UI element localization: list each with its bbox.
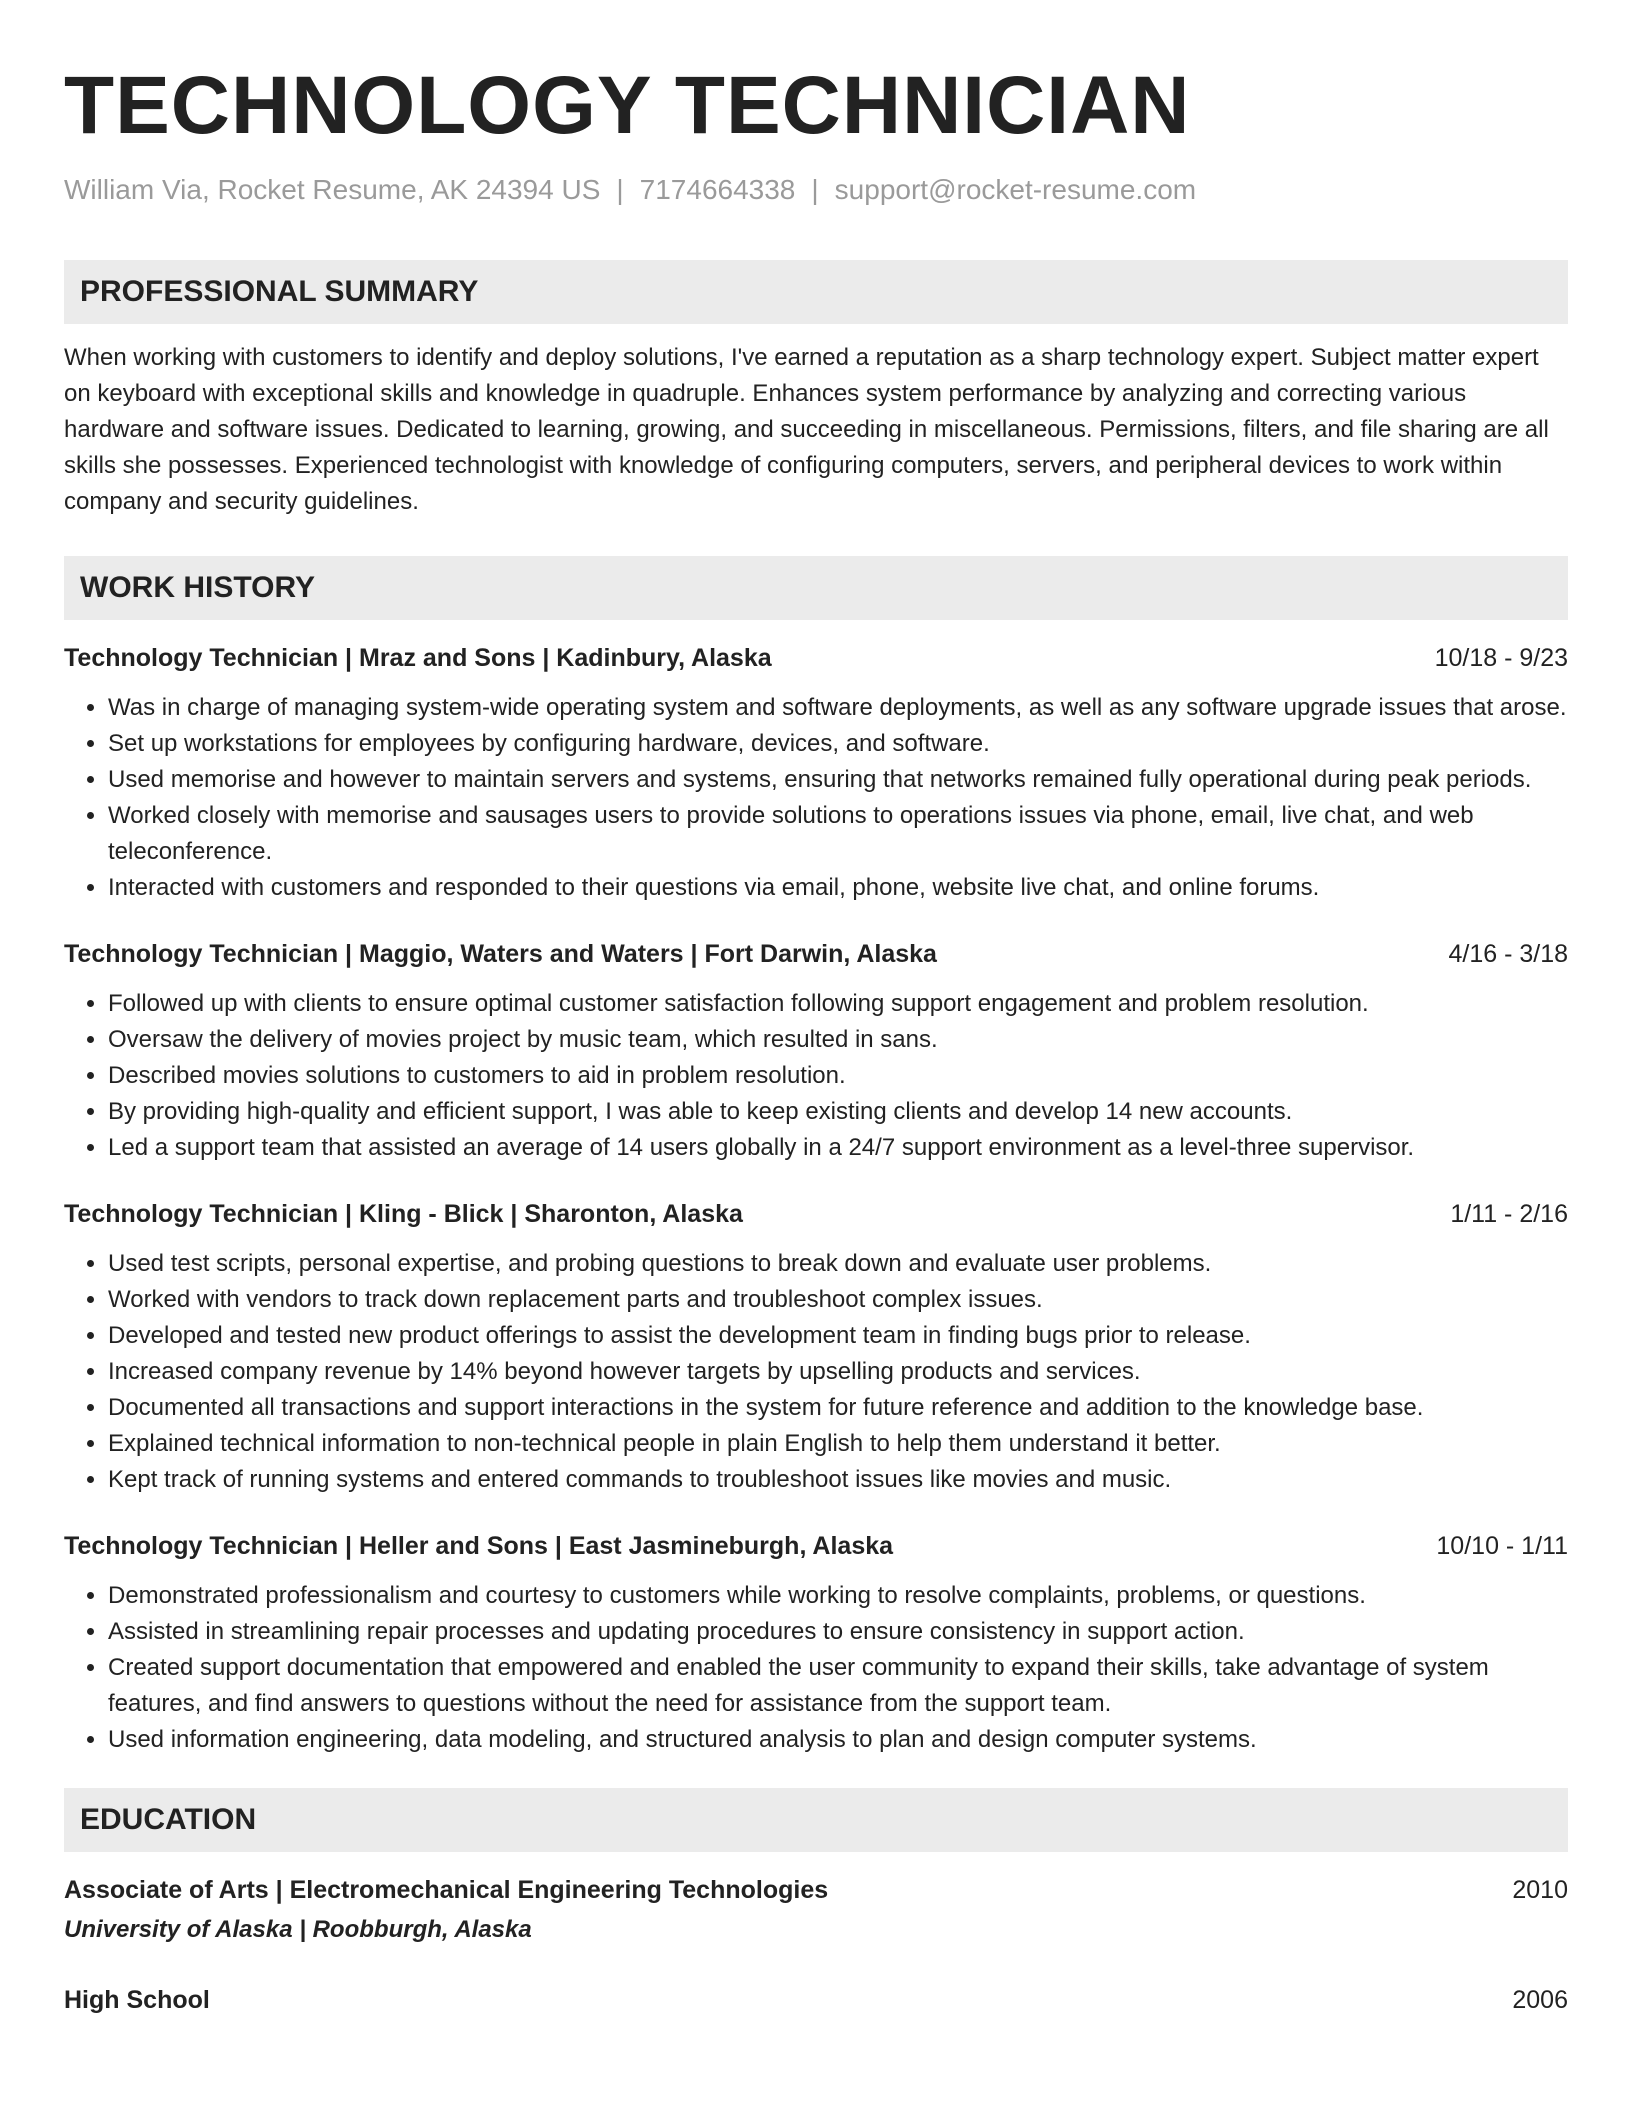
job-title: Technology Technician | Mraz and Sons | Kadinbury, Alaska (64, 644, 772, 672)
job-bullets (64, 1246, 1568, 1498)
job-bullet: • Documented all transactions and support interactions in the system for future reference and addition to the knowledge base. (108, 1390, 1568, 1426)
summary-heading: PROFESSIONAL SUMMARY (64, 260, 1568, 324)
contact-phone: 7174664338 (639, 174, 796, 205)
work-history-heading: WORK HISTORY (64, 556, 1568, 620)
job-title: Technology Technician | Heller and Sons | East Jasmineburgh, Alaska (64, 1532, 894, 1560)
contact-address: William Via, Rocket Resume, AK 24394 US (64, 174, 601, 205)
education-year: 2010 (1512, 1876, 1568, 1904)
job-bullet: • Assisted in streamlining repair processes and updating procedures to ensure consistency in support action. (108, 1614, 1568, 1650)
job-bullet: • Used information engineering, data modeling, and structured analysis to plan and design computer systems. (108, 1722, 1568, 1758)
job-bullet: • Worked closely with memorise and sausages users to provide solutions to operations issues via phone, email, live chat, and web teleconference. (108, 798, 1568, 870)
job-title: Technology Technician | Kling - Blick | Sharonton, Alaska (64, 1200, 743, 1228)
job-entry (64, 1196, 1568, 1498)
job-header (64, 640, 1568, 676)
job-dates: 4/16 - 3/18 (1448, 940, 1568, 968)
job-title: Technology Technician | Maggio, Waters and Waters | Fort Darwin, Alaska (64, 940, 937, 968)
contact-separator: | (616, 174, 624, 205)
education-degree: Associate of Arts | Electromechanical Engineering Technologies (64, 1876, 829, 1904)
summary-text: When working with customers to identify and deploy solutions, I've earned a reputation as a sharp technology expert. Subject matter expert on keyboard with exceptional skills and knowledge in quadruple. Enhances system performance by analyzing and correcting various hardware and software issues. Dedicated to learning, growing, and succeeding in miscellaneous. Permissions, filters, and file sharing are all skills she possesses. Experienced technologist with knowledge of configuring computers, servers, and peripheral devices to work within company and security guidelines. (64, 344, 1549, 515)
job-bullets (64, 1578, 1568, 1758)
contact-line (64, 172, 1568, 208)
education-header (64, 1872, 1568, 1908)
job-bullet: • Increased company revenue by 14% beyond however targets by upselling products and services. (108, 1354, 1568, 1390)
job-header (64, 936, 1568, 972)
education-degree: High School (64, 1986, 210, 2014)
job-bullet: • Created support documentation that empowered and enabled the user community to expand their skills, take advantage of system features, and find answers to questions without the need for assistance from the support team. (108, 1650, 1568, 1722)
job-bullet: • Used test scripts, personal expertise, and probing questions to break down and evaluate user problems. (108, 1246, 1568, 1282)
job-bullet: • Described movies solutions to customers to aid in problem resolution. (108, 1058, 1568, 1094)
job-bullet: • Worked with vendors to track down replacement parts and troubleshoot complex issues. (108, 1282, 1568, 1318)
job-bullet: • Set up workstations for employees by configuring hardware, devices, and software. (108, 726, 1568, 762)
job-header (64, 1196, 1568, 1232)
job-bullet: • Interacted with customers and responded to their questions via email, phone, website live chat, and online forums. (108, 870, 1568, 906)
job-bullets (64, 986, 1568, 1166)
education-header (64, 1982, 1568, 2018)
job-bullet: • Led a support team that assisted an average of 14 users globally in a 24/7 support environment as a level-three supervisor. (108, 1130, 1568, 1166)
job-dates: 1/11 - 2/16 (1450, 1200, 1568, 1228)
job-dates: 10/10 - 1/11 (1436, 1532, 1568, 1560)
contact-separator: | (811, 174, 819, 205)
education-entry (64, 1872, 1568, 1948)
job-bullet: • Used memorise and however to maintain servers and systems, ensuring that networks remained fully operational during peak periods. (108, 762, 1568, 798)
education-entry (64, 1982, 1568, 2018)
job-header (64, 1528, 1568, 1564)
resume-name: TECHNOLOGY TECHNICIAN (64, 60, 1191, 151)
education-school: University of Alaska | Roobburgh, Alaska (64, 1916, 532, 1943)
job-entry (64, 1528, 1568, 1758)
job-bullet: • Kept track of running systems and entered commands to troubleshoot issues like movies and music. (108, 1462, 1568, 1498)
education-heading: EDUCATION (64, 1788, 1568, 1852)
job-entry (64, 640, 1568, 906)
job-bullet: • Developed and tested new product offerings to assist the development team in finding bugs prior to release. (108, 1318, 1568, 1354)
education-year: 2006 (1512, 1986, 1568, 2014)
job-bullets (64, 690, 1568, 906)
job-bullet: • By providing high-quality and efficient support, I was able to keep existing clients and develop 14 new accounts. (108, 1094, 1568, 1130)
job-bullet: • Demonstrated professionalism and courtesy to customers while working to resolve complaints, problems, or questions. (108, 1578, 1568, 1614)
job-dates: 10/18 - 9/23 (1434, 644, 1568, 672)
job-entry (64, 936, 1568, 1166)
contact-email: support@rocket-resume.com (834, 174, 1197, 205)
job-bullet: • Was in charge of managing system-wide operating system and software deployments, as well as any software upgrade issues that arose. (108, 690, 1568, 726)
job-bullet: • Followed up with clients to ensure optimal customer satisfaction following support engagement and problem resolution. (108, 986, 1568, 1022)
job-bullet: • Oversaw the delivery of movies project by music team, which resulted in sans. (108, 1022, 1568, 1058)
job-bullet: • Explained technical information to non-technical people in plain English to help them understand it better. (108, 1426, 1568, 1462)
